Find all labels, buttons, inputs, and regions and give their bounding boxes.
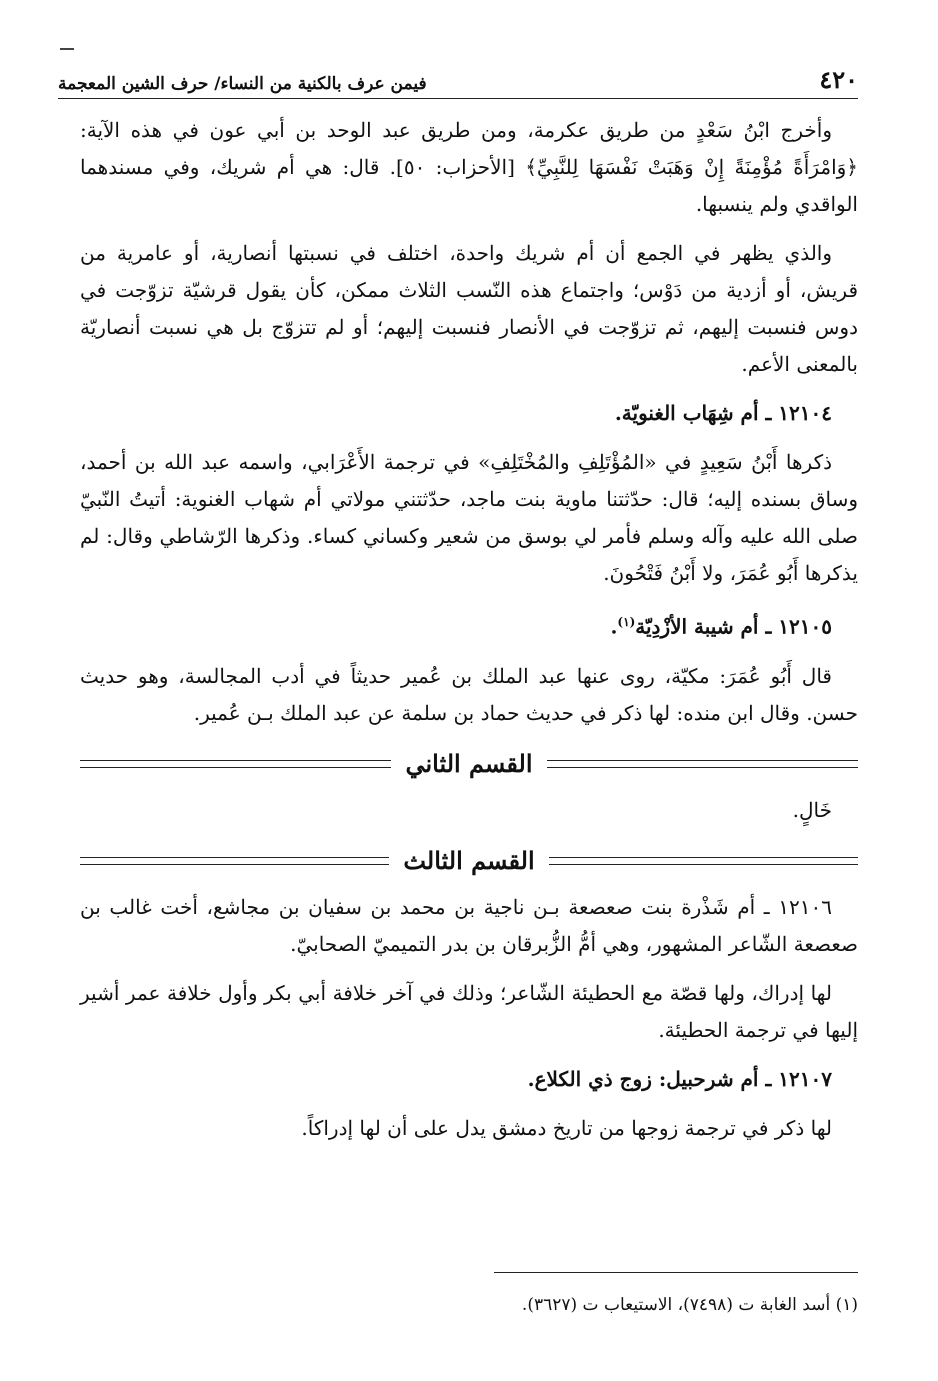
page-header bbox=[58, 58, 858, 99]
entry-12105-heading bbox=[80, 604, 858, 646]
main-text bbox=[80, 112, 858, 1159]
entry-12104-heading: ١٢١٠٤ ـ أم شِهَاب الغنويّة. bbox=[614, 401, 832, 425]
double-rule bbox=[80, 760, 391, 768]
paragraph-umm-shadhra-note: لها إدراك، ولها قصّة مع الحطيئة الشّاعر؛ وذلك في آخر خلافة أبي بكر وأول خلافة عمر أشير إليها في ترجمة الحطيئة. bbox=[80, 980, 858, 1042]
section-title-second: القسم الثاني bbox=[405, 749, 533, 779]
page-number: ٤٢٠ bbox=[819, 65, 858, 94]
entry-12106: ١٢١٠٦ ـ أم شَذْرة بنت صعصعة بـن ناجية بن محمد بن سفيان بن مجاشع، أخت غالب بن صعصعة الشّاعر المشهور، وهي أمُّ الزُّبرقان بن بدر التميميّ الصحابيّ. bbox=[80, 894, 858, 956]
section-divider-second bbox=[80, 744, 858, 784]
paragraph-empty-section: خَالٍ. bbox=[792, 797, 832, 822]
footnote: (١) أسد الغابة ت (٧٤٩٨)، الاستيعاب ت (٣٦٢٧). bbox=[521, 1295, 858, 1315]
paragraph-umm-shayba: قال أَبُو عُمَرَ: مكيّة، روى عنها عبد الملك بن عُمير حديثاً في أدب المجالسة، وهو حديث حسن. وقال ابن منده: لها ذكر في حديث حماد بن سلمة عن عبد الملك بـن عُمير. bbox=[80, 663, 858, 725]
entry-12107-heading: ١٢١٠٧ ـ أم شرحبيل: زوج ذي الكلاع. bbox=[527, 1066, 832, 1091]
paragraph-umm-shihab: ذكرها أَبْنُ سَعِيدٍ في «المُؤْتَلِفِ والمُخْتَلِفِ» في ترجمة الأَعْرَابي، واسمه عبد الله بن أحمد، وساق بسنده إليه؛ قال: حدّثتنا ماوية بنت ماجد، حدّثتني مولاتي أم شهاب الغنوية: أتيتُ النّبيّ صلى الله عليه وآله وسلم فأمر لي بوسق من شعير وكساني كساء. وذكرها الرّشاطي وقال: لم يذكرها أَبُو عُمَرَ، ولا أَبْنُ فَتْحُونَ. bbox=[80, 450, 858, 585]
running-title: فيمن عرف بالكنية من النساء/ حرف الشين المعجمة bbox=[58, 74, 427, 94]
double-rule bbox=[547, 760, 858, 768]
section-divider-third bbox=[80, 841, 858, 881]
entry-12105-title: ١٢١٠٥ ـ أم شيبة الأزْدِيّة bbox=[635, 614, 832, 639]
corner-mark bbox=[60, 48, 74, 50]
footnote-marker: (١) bbox=[617, 615, 636, 629]
double-rule bbox=[80, 857, 389, 865]
section-title-third: القسم الثالث bbox=[403, 846, 535, 876]
paragraph-umm-sharik-ibn-saad: وأخرج ابْنُ سَعْدٍ من طريق عكرمة، ومن طريق عبد الوحد بن أبي عون في هذه الآية: ﴿وَامْرَأَةً مُؤْمِنَةً إِنْ وَهَبَتْ نَفْسَهَا لِلنَّبِيِّ﴾ [الأحزاب: ٥٠]. قال: هي أم شريك، وفي مسندهما الواقدي ولم ينسبها. bbox=[80, 118, 859, 216]
footnote-rule bbox=[494, 1272, 858, 1273]
paragraph-umm-shurahbil: لها ذكر في ترجمة زوجها من تاريخ دمشق يدل على أن لها إدراكاً. bbox=[301, 1115, 832, 1140]
double-rule bbox=[549, 857, 858, 865]
paragraph-reconciliation: والذي يظهر في الجمع أن أم شريك واحدة، اختلف في نسبتها أنصارية، أو عامرية من قريش، أو أزدية من دَوْس؛ واجتماع هذه النّسب الثلاث ممكن، كأن يقول قرشيّة تزوّجت في دوس فنسبت إليهم، ثم تزوّجت في الأنصار فنسبت إليهم؛ أو لم تتزوّج بل هي نسبت أنصاريّة بالمعنى الأعم. bbox=[80, 241, 858, 376]
entry-12105-end: . bbox=[610, 614, 618, 639]
